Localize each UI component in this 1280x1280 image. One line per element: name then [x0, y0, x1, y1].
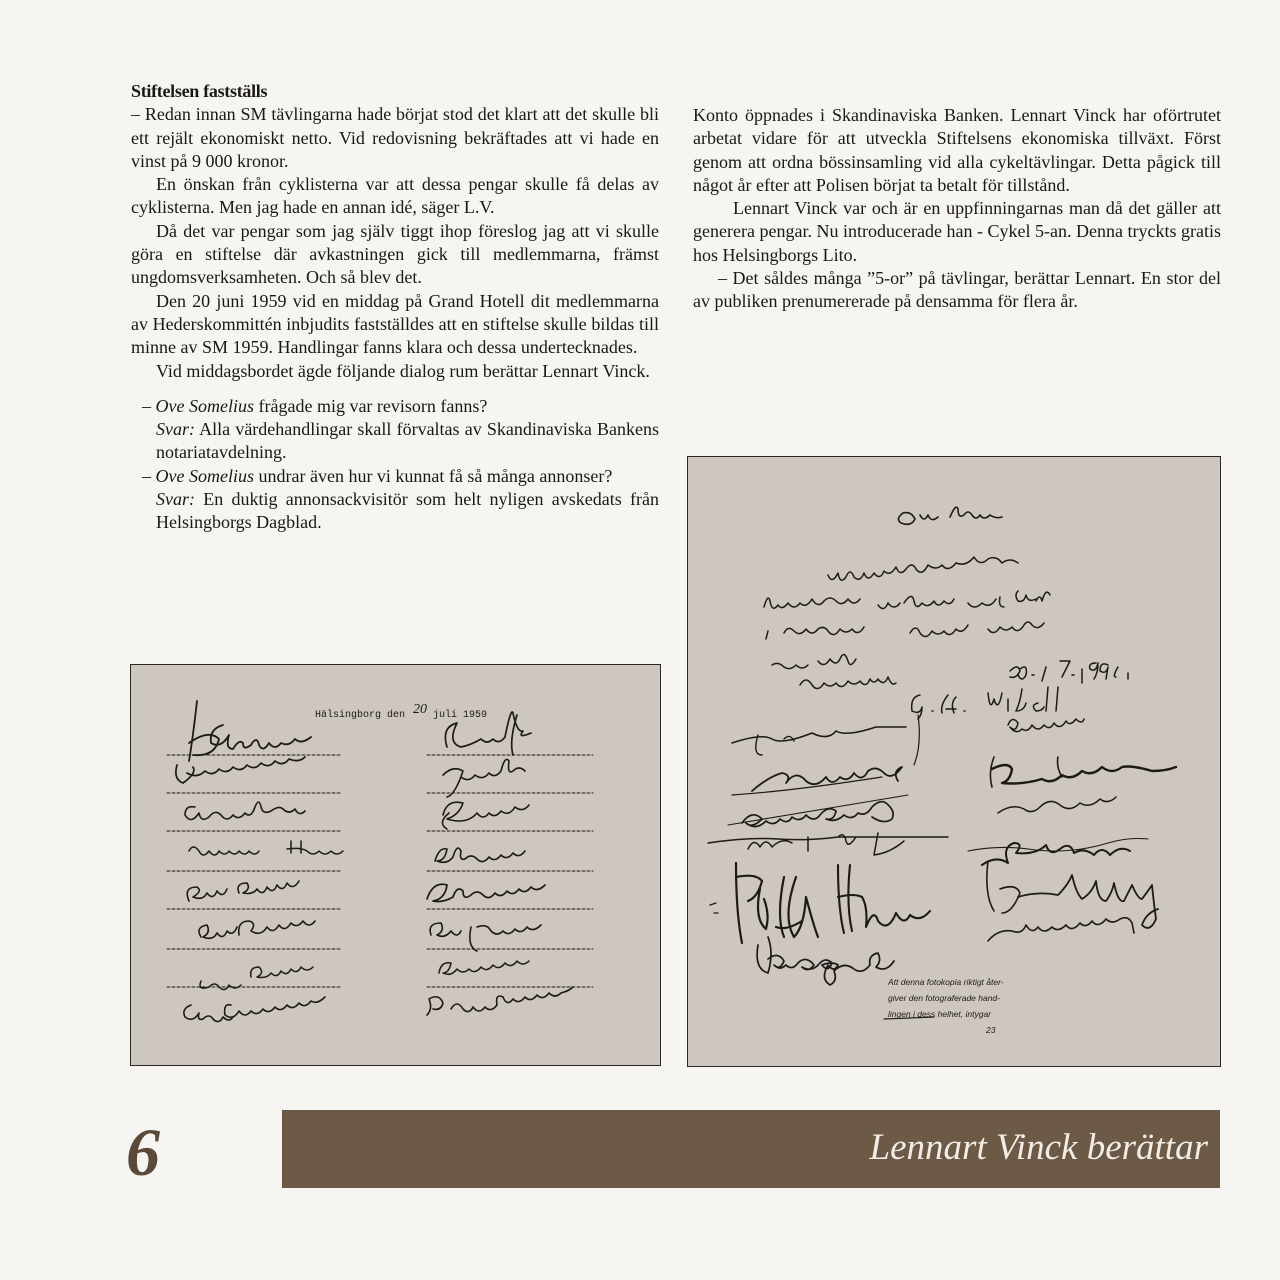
signature-document-photo-right — [687, 456, 1221, 1067]
dialog-question: – Ove Somelius undrar även hur vi kunnat få så många annonser? — [142, 465, 613, 486]
certification-line: giver den fotograferade hand- — [888, 993, 1000, 1003]
dialog-question: – Ove Somelius frågade mig var revisorn fanns? — [142, 395, 488, 416]
dialog-answer: Svar: En duktig annonsackvisitör som helt nyligen avskedats från Helsingborgs Dagblad. — [156, 489, 659, 533]
paragraph: Lennart Vinck var och är en uppfinningarnas man då det gäller att generera pengar. Nu introducerade han - Cykel 5-an. Denna tryckts gratis hos Helsingborgs Lito. — [693, 198, 1221, 265]
paragraph: Konto öppnades i Skandinaviska Banken. Lennart Vinck har oförtrutet arbetat vidare för att utveckla Stiftelsens ekonomiska tillväxt. Först genom att ordna bössinsamling vid alla cykeltävlingar. Detta pågick till något år efter att Polisen börjat ta betalt för tillstånd. — [693, 105, 1221, 195]
left-text-column — [131, 80, 659, 535]
certification-line: Att denna fotokopia riktigt åter- — [888, 977, 1004, 987]
answer-label: Svar: — [156, 419, 195, 440]
certification-line: 23 — [986, 1025, 996, 1035]
section-heading: Stiftelsen fastställs — [131, 81, 268, 101]
footer-title: Lennart Vinck berättar — [869, 1127, 1208, 1168]
certification-line: lingen i dess helhet, intygar — [888, 1009, 992, 1019]
handwritten-date: 20 — [413, 702, 427, 717]
paragraph: En önskan från cyklisterna var att dessa pengar skulle få delas av cyklisterna. Men jag hade en annan idé, säger L.V. — [131, 174, 659, 218]
speaker-name: Ove Somelius — [155, 395, 254, 416]
typed-city: Hälsingborg den — [315, 710, 406, 721]
answer-label: Svar: — [156, 489, 195, 510]
footer-band — [282, 1110, 1220, 1188]
speaker-name: Ove Somelius — [155, 465, 254, 486]
paragraph: – Det såldes många ”5-or” på tävlingar, berättar Lennart. En stor del av publiken prenumererade på densamma för flera år. — [693, 268, 1221, 312]
typed-month-year: juli 1959 — [433, 710, 488, 721]
paragraph: Då det var pengar som jag själv tiggt ihop föreslog jag att vi skulle göra en stiftelse där avkastningen gick till medlemmarna, främst ungdomsverksamheten. Och så blev det. — [131, 220, 659, 288]
signature-document-photo-left — [130, 664, 661, 1066]
right-text-column — [693, 104, 1221, 314]
dialog-answer: Svar: Alla värdehandlingar skall förvaltas av Skandinaviska Bankens notariatavdelning. — [156, 419, 659, 463]
page-number: 6 — [126, 1114, 160, 1190]
paragraph: Den 20 juni 1959 vid en middag på Grand Hotell dit medlemmarna av Hederskommittén inbjudits fastställdes att en stiftelse skulle bildas till minne av SM 1959. Handlingar fanns klara och dessa undertecknades. — [131, 290, 659, 358]
paragraph: Vid middagsbordet ägde följande dialog rum berättar Lennart Vinck. — [156, 360, 650, 381]
paragraph: – Redan innan SM tävlingarna hade börjat stod det klart att det skulle bli ett rejält ekonomiskt netto. Vid redovisning bekräftades att vi hade en vinst på 9 000 kronor. — [131, 104, 659, 171]
